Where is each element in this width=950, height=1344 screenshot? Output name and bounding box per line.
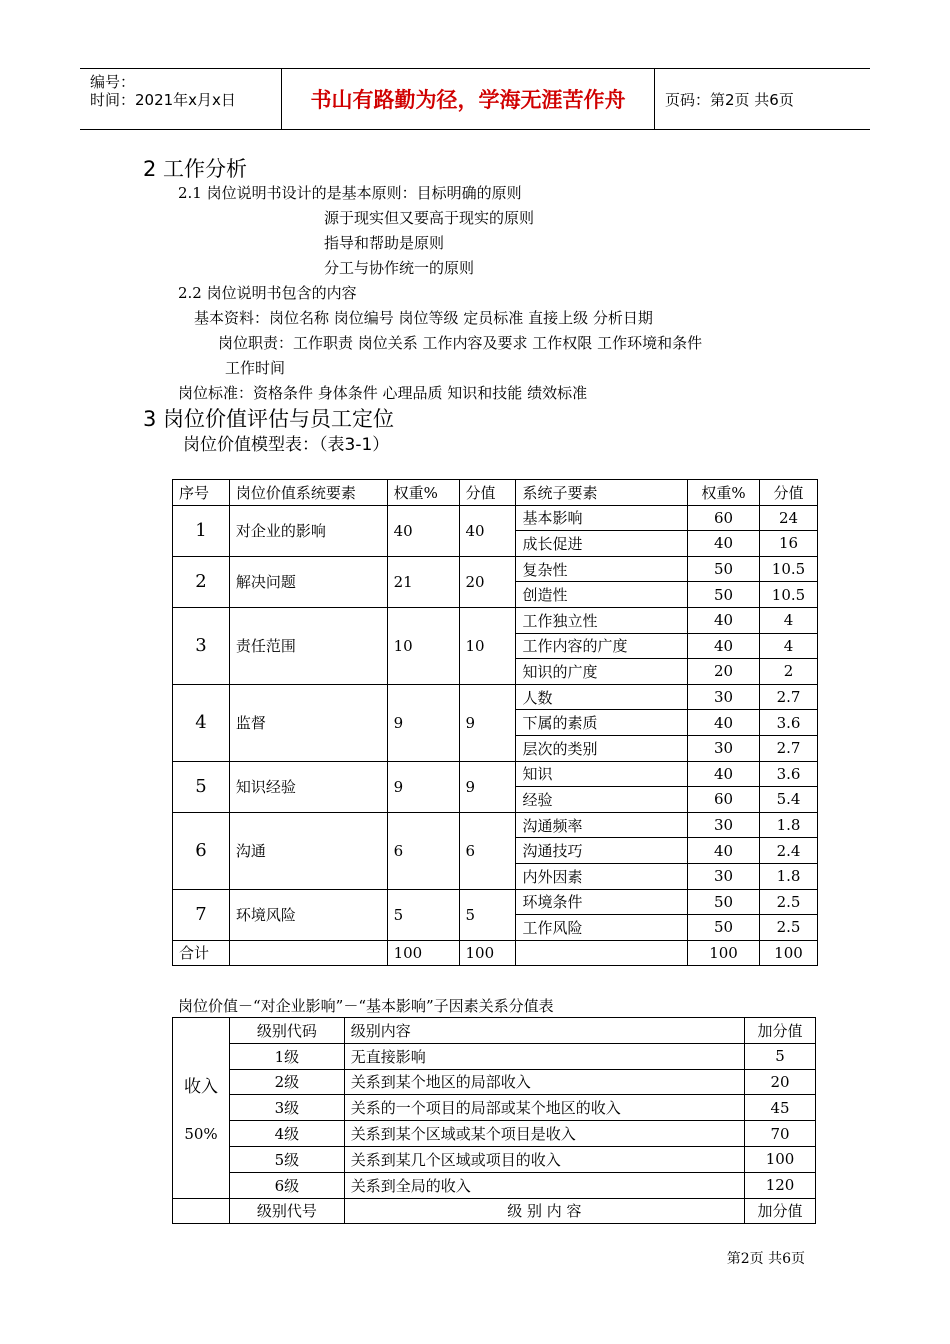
- paragraph: 源于现实但又要高于现实的原则: [324, 209, 535, 227]
- subfactor-name: 知识的广度: [516, 659, 688, 685]
- factor-score: 20: [459, 556, 516, 607]
- factor-name: 环境风险: [229, 889, 387, 940]
- factor-name: 知识经验: [229, 761, 387, 812]
- subfactor-weight: 40: [688, 761, 760, 787]
- subfactor-name: 工作内容的广度: [516, 633, 688, 659]
- table-header-row: [173, 480, 818, 506]
- paragraph: 岗位职责：工作职责 岗位关系 工作内容及要求 工作权限 工作环境和条件: [218, 334, 703, 352]
- level-code: 3级: [229, 1095, 344, 1121]
- factor-weight: 5: [387, 889, 459, 940]
- subfactor-weight: 40: [688, 710, 760, 736]
- subfactor-weight: 50: [688, 915, 760, 941]
- subfactor-name: 内外因素: [516, 863, 688, 889]
- column-header: 级别代码: [229, 1018, 344, 1044]
- subfactor-score: 2.5: [760, 915, 818, 941]
- page-header: [80, 68, 870, 130]
- table-row: [173, 1069, 816, 1095]
- level-code: 1级: [229, 1043, 344, 1069]
- factor-name: 解决问题: [229, 556, 387, 607]
- factor-name: 责任范围: [229, 607, 387, 684]
- subfactor-weight: 50: [688, 582, 760, 608]
- level-code-header: 级别代号: [229, 1198, 344, 1224]
- side-label-cell: [173, 1018, 230, 1199]
- subfactor-score: 2: [760, 659, 818, 685]
- subfactor-weight: 40: [688, 633, 760, 659]
- total-cell: 100: [459, 940, 516, 966]
- header-motto: 书山有路勤为径，学海无涯苦作舟: [281, 69, 655, 129]
- position-value-table: [172, 479, 818, 966]
- level-content: 关系到某个区域或某个项目是收入: [344, 1121, 744, 1147]
- subfactor-name: 基本影响: [516, 505, 688, 531]
- subfactor-weight: 40: [688, 531, 760, 557]
- table-row: [173, 1095, 816, 1121]
- factor-weight: 21: [387, 556, 459, 607]
- subfactor-weight: 50: [688, 889, 760, 915]
- subfactor-score: 10.5: [760, 582, 818, 608]
- table-caption: 岗位价值模型表：（表3-1）: [183, 435, 390, 455]
- table-row: [173, 1043, 816, 1069]
- level-code: 5级: [229, 1146, 344, 1172]
- total-cell: 100: [760, 940, 818, 966]
- table-row: [173, 607, 818, 633]
- subfactor-score: 4: [760, 633, 818, 659]
- factor-score: 10: [459, 607, 516, 684]
- subfactor-score: 3.6: [760, 710, 818, 736]
- table-row: [173, 505, 818, 531]
- bonus-score: 70: [745, 1121, 816, 1147]
- bonus-score: 20: [745, 1069, 816, 1095]
- subfactor-weight: 50: [688, 556, 760, 582]
- subfactor-weight: 30: [688, 684, 760, 710]
- row-number: 5: [173, 761, 230, 812]
- total-cell: 合计: [173, 940, 230, 966]
- column-header: 分值: [459, 480, 516, 506]
- empty-cell: [173, 1198, 230, 1224]
- factor-name: 对企业的影响: [229, 505, 387, 556]
- factor-weight: 9: [387, 684, 459, 761]
- row-number: 1: [173, 505, 230, 556]
- subfactor-name: 环境条件: [516, 889, 688, 915]
- subfactor-name: 人数: [516, 684, 688, 710]
- subfactor-name: 知识: [516, 761, 688, 787]
- total-cell: [229, 940, 387, 966]
- table-row: [173, 684, 818, 710]
- table-header-row: [173, 1018, 816, 1044]
- factor-score: 40: [459, 505, 516, 556]
- level-code: 4级: [229, 1121, 344, 1147]
- subfactor-weight: 40: [688, 607, 760, 633]
- level-content: 关系的一个项目的局部或某个地区的收入: [344, 1095, 744, 1121]
- total-cell: 100: [688, 940, 760, 966]
- table-row: [173, 1198, 816, 1224]
- subfactor-weight: 30: [688, 812, 760, 838]
- subfactor-score: 3.6: [760, 761, 818, 787]
- subfactor-name: 沟通技巧: [516, 838, 688, 864]
- total-cell: 100: [387, 940, 459, 966]
- paragraph: 分工与协作统一的原则: [324, 259, 475, 277]
- side-label: 收入: [183, 1077, 218, 1098]
- factor-score: 5: [459, 889, 516, 940]
- row-number: 2: [173, 556, 230, 607]
- side-percent: 50%: [184, 1125, 218, 1144]
- bonus-score: 120: [745, 1172, 816, 1198]
- paragraph: 指导和帮助是原则: [324, 234, 445, 252]
- subfactor-score: 16: [760, 531, 818, 557]
- factor-weight: 40: [387, 505, 459, 556]
- column-header: 序号: [173, 480, 230, 506]
- subfactor-score: 5.4: [760, 787, 818, 813]
- level-code: 6级: [229, 1172, 344, 1198]
- level-content: 关系到全局的收入: [344, 1172, 744, 1198]
- subfactor-weight: 60: [688, 787, 760, 813]
- level-content: 无直接影响: [344, 1043, 744, 1069]
- subfactor-name: 复杂性: [516, 556, 688, 582]
- subfactor-score: 4: [760, 607, 818, 633]
- section-3-title: 3 岗位价值评估与员工定位: [143, 407, 395, 431]
- level-content: 关系到某几个区域或项目的收入: [344, 1146, 744, 1172]
- column-header: 加分值: [745, 1018, 816, 1044]
- table2-caption: 岗位价值－“对企业影响”－“基本影响”子因素关系分值表: [178, 997, 554, 1015]
- factor-name: 沟通: [229, 812, 387, 889]
- subfactor-weight: 60: [688, 505, 760, 531]
- subfactor-score: 2.4: [760, 838, 818, 864]
- level-code: 2级: [229, 1069, 344, 1095]
- column-header: 权重%: [387, 480, 459, 506]
- header-page: 页码：第2页 共6页: [665, 90, 794, 109]
- row-number: 6: [173, 812, 230, 889]
- subfactor-name: 创造性: [516, 582, 688, 608]
- row-number: 3: [173, 607, 230, 684]
- row-number: 4: [173, 684, 230, 761]
- subfactor-name: 工作风险: [516, 915, 688, 941]
- factor-weight: 6: [387, 812, 459, 889]
- income-score-table: [172, 1017, 816, 1224]
- paragraph: 基本资料：岗位名称 岗位编号 岗位等级 定员标准 直接上级 分析日期: [194, 309, 653, 327]
- table-row: [173, 1121, 816, 1147]
- subfactor-score: 1.8: [760, 863, 818, 889]
- subfactor-score: 24: [760, 505, 818, 531]
- subfactor-name: 经验: [516, 787, 688, 813]
- column-header: 系统子要素: [516, 480, 688, 506]
- subfactor-weight: 40: [688, 838, 760, 864]
- table-row: [173, 1146, 816, 1172]
- subfactor-name: 工作独立性: [516, 607, 688, 633]
- bonus-score: 100: [745, 1146, 816, 1172]
- paragraph: 岗位标准：资格条件 身体条件 心理品质 知识和技能 绩效标准: [178, 384, 588, 402]
- subfactor-score: 2.5: [760, 889, 818, 915]
- level-content: 关系到某个地区的局部收入: [344, 1069, 744, 1095]
- subfactor-weight: 30: [688, 863, 760, 889]
- header-number: 编号：: [90, 73, 136, 91]
- factor-score: 9: [459, 684, 516, 761]
- bonus-score: 45: [745, 1095, 816, 1121]
- subfactor-score: 2.7: [760, 735, 818, 761]
- subfactor-name: 成长促进: [516, 531, 688, 557]
- table-row: [173, 556, 818, 582]
- table-row: [173, 761, 818, 787]
- column-header: 级别内容: [344, 1018, 744, 1044]
- bonus-score: 5: [745, 1043, 816, 1069]
- table-row: [173, 812, 818, 838]
- subfactor-score: 2.7: [760, 684, 818, 710]
- factor-name: 监督: [229, 684, 387, 761]
- column-header: 岗位价值系统要素: [229, 480, 387, 506]
- paragraph: 2.1 岗位说明书设计的是基本原则：目标明确的原则: [178, 184, 522, 202]
- table-row: [173, 889, 818, 915]
- column-header: 权重%: [688, 480, 760, 506]
- header-meta: [80, 69, 280, 129]
- column-header: 分值: [760, 480, 818, 506]
- factor-score: 6: [459, 812, 516, 889]
- subfactor-score: 1.8: [760, 812, 818, 838]
- paragraph: 2.2 岗位说明书包含的内容: [178, 284, 357, 302]
- subfactor-name: 沟通频率: [516, 812, 688, 838]
- subfactor-weight: 20: [688, 659, 760, 685]
- subfactor-name: 层次的类别: [516, 735, 688, 761]
- total-cell: [516, 940, 688, 966]
- page-footer: 第2页 共6页: [726, 1251, 805, 1267]
- header-date: 时间：2021年x月x日: [90, 91, 236, 109]
- subfactor-name: 下属的素质: [516, 710, 688, 736]
- table-row: [173, 1172, 816, 1198]
- section-2-title: 2 工作分析: [143, 157, 248, 181]
- factor-weight: 10: [387, 607, 459, 684]
- paragraph: 工作时间: [225, 359, 286, 377]
- subfactor-weight: 30: [688, 735, 760, 761]
- bonus-score-header: 加分值: [745, 1198, 816, 1224]
- level-content-header: 级 别 内 容: [344, 1198, 744, 1224]
- row-number: 7: [173, 889, 230, 940]
- subfactor-score: 10.5: [760, 556, 818, 582]
- factor-weight: 9: [387, 761, 459, 812]
- total-row: [173, 940, 818, 966]
- factor-score: 9: [459, 761, 516, 812]
